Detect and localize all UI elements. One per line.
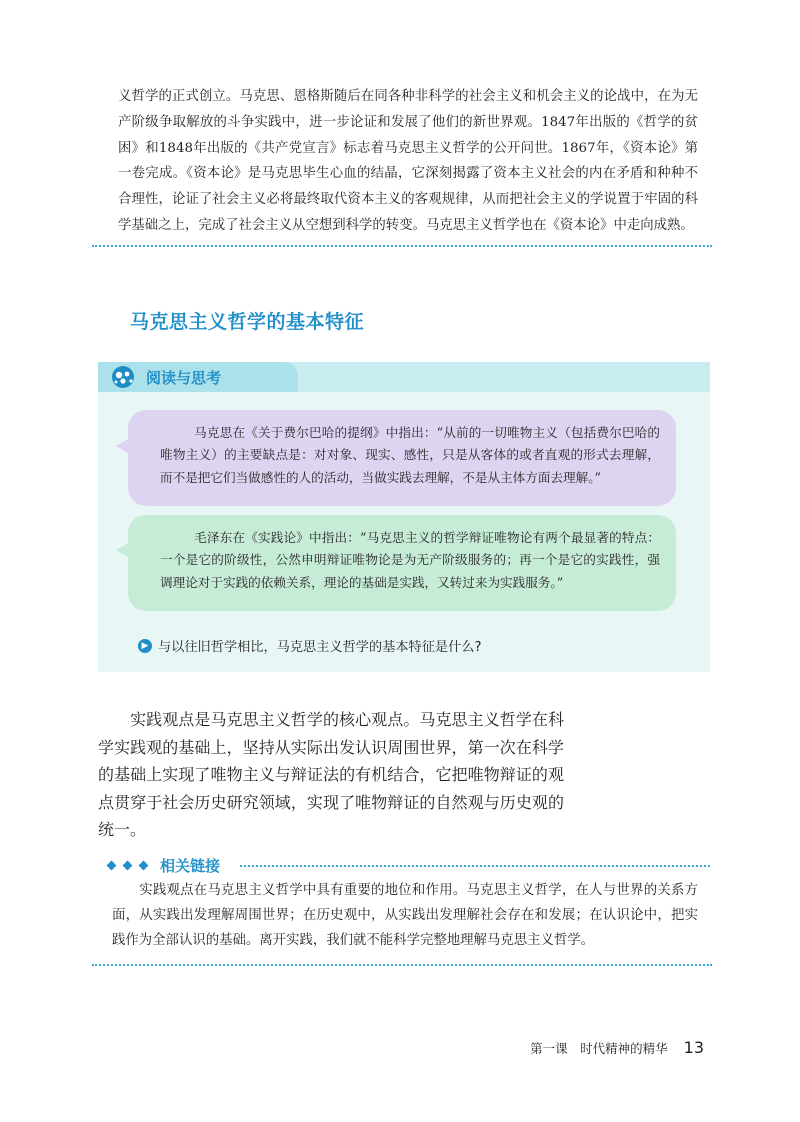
section-divider-bottom (92, 964, 712, 966)
reading-thinking-icon (110, 365, 136, 389)
related-link-dotted-line (240, 865, 710, 867)
section-title: 马克思主义哲学的基本特征 (130, 311, 365, 333)
marx-quote-bubble (128, 410, 676, 506)
related-link-text: 实践观点在马克思主义哲学中具有重要的地位和作用。马克思主义哲学，在人与世界的关系方面，从实践出发理解周围世界；在历史观中，从实践出发理解社会存在和发展；在认识论中，把实践作为全部认识的基础。离开实践，我们就不能科学完整地理解马克思主义哲学。 (112, 883, 698, 948)
page-number: 13 (683, 1038, 704, 1057)
diamond-bullet-icon (123, 861, 133, 871)
chapter-title: 第一课 时代精神的精华 (530, 1041, 668, 1056)
play-arrow-icon: ▶ (138, 639, 152, 653)
intro-paragraph: 义哲学的正式创立。马克思、恩格斯随后在同各种非科学的社会主义和机会主义的论战中，在为无产阶级争取解放的斗争实践中，进一步论证和发展了他们的新世界观。1847年出版的《哲学的贫困》和1848年出版的《共产党宣言》标志着马克思主义哲学的公开问世。1867年，《资本论》第一卷完成。《资本论》是马克思毕生心血的结晶，它深刻揭露了资本主义社会的内在矛盾和种种不合理性，论证了社会主义必将最终取代资本主义的客观规律，从而把社会主义的学说置于牢固的科学基础之上，完成了社会主义从空想到科学的转变。马克思主义哲学也在《资本论》中走向成熟。 (118, 89, 698, 233)
body-text: 实践观点是马克思主义哲学的核心观点。马克思主义哲学在科学实践观的基础上，坚持从实际出发认识周围世界，第一次在科学的基础上实现了唯物主义与辩证法的有机结合，它把唯物辩证的观点贯穿于社会历史研究领域，实现了唯物辩证的自然观与历史观的统一。 (98, 710, 564, 839)
related-link-title: 相关链接 (160, 857, 221, 875)
reading-box-title: 阅读与思考 (146, 369, 222, 387)
discussion-question (138, 636, 482, 655)
body-paragraph (98, 706, 564, 844)
section-divider-top (92, 245, 712, 247)
reading-box-tab (98, 362, 298, 392)
question-text: 与以往旧哲学相比，马克思主义哲学的基本特征是什么? (158, 640, 482, 655)
mao-quote-text: 毛泽东在《实践论》中指出：“马克思主义的哲学辩证唯物论有两个最显著的特点：一个是它的阶级性，公然申明辩证唯物论是为无产阶级服务的；再一个是它的实践性，强调理论对于实践的依赖关系，理论的基础是实践，又转过来为实践服务。” (160, 530, 660, 590)
diamond-bullet-icon (107, 861, 117, 871)
diamond-bullet-icon (139, 861, 149, 871)
related-link-header (108, 855, 220, 876)
related-link-paragraph (112, 878, 698, 953)
marx-quote-text: 马克思在《关于费尔巴哈的提纲》中指出：“从前的一切唯物主义（包括费尔巴哈的唯物主义）的主要缺点是：对对象、现实、感性，只是从客体的或者直观的形式去理解，而不是把它们当做感性的人的活动，当做实践去理解，不是从主体方面去理解。” (160, 425, 660, 485)
page-footer (530, 1038, 704, 1057)
mao-quote-bubble (128, 515, 676, 611)
